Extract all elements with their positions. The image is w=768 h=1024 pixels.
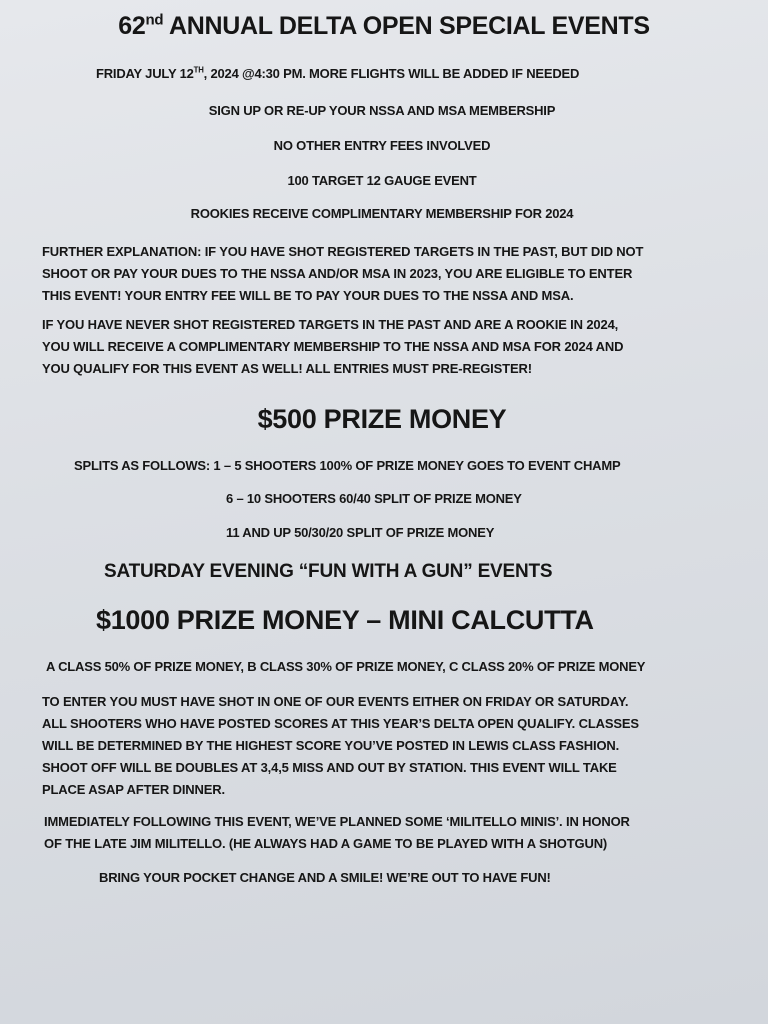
paragraph-line: SHOOT OR PAY YOUR DUES TO THE NSSA AND/OR MSA IN 2023, YOU ARE ELIGIBLE TO ENTER [42, 266, 633, 281]
paragraph-line: PLACE ASAP AFTER DINNER. [42, 782, 225, 797]
splits-line-3: 11 AND UP 50/30/20 SPLIT OF PRIZE MONEY [226, 525, 495, 540]
entry-rules-paragraph [42, 691, 742, 801]
rookie-paragraph [42, 314, 742, 380]
paragraph-line: ALL SHOOTERS WHO HAVE POSTED SCORES AT THIS YEAR’S DELTA OPEN QUALIFY. CLASSES [42, 716, 639, 731]
paragraph-line: YOU WILL RECEIVE A COMPLIMENTARY MEMBERSHIP TO THE NSSA AND MSA FOR 2024 AND [42, 339, 624, 354]
splits-line-1: SPLITS AS FOLLOWS: 1 – 5 SHOOTERS 100% OF PRIZE MONEY GOES TO EVENT CHAMP [74, 458, 621, 473]
paragraph-line: IF YOU HAVE NEVER SHOT REGISTERED TARGETS IN THE PAST AND ARE A ROOKIE IN 2024, [42, 317, 619, 332]
splits-line-2: 6 – 10 SHOOTERS 60/40 SPLIT OF PRIZE MONEY [226, 491, 522, 506]
class-splits-line: A CLASS 50% OF PRIZE MONEY, B CLASS 30% OF PRIZE MONEY, C CLASS 20% OF PRIZE MONEY [46, 659, 646, 674]
entry-fees-line: NO OTHER ENTRY FEES INVOLVED [273, 138, 491, 153]
closing-line: BRING YOUR POCKET CHANGE AND A SMILE! WE’RE OUT TO HAVE FUN! [99, 870, 551, 885]
membership-line: SIGN UP OR RE-UP YOUR NSSA AND MSA MEMBERSHIP [208, 103, 556, 118]
paragraph-line: SHOOT OFF WILL BE DOUBLES AT 3,4,5 MISS AND OUT BY STATION. THIS EVENT WILL TAKE [42, 760, 617, 775]
prize-money-heading-1000: $1000 PRIZE MONEY – MINI CALCUTTA [96, 605, 594, 635]
paragraph-line: YOU QUALIFY FOR THIS EVENT AS WELL! ALL ENTRIES MUST PRE-REGISTER! [42, 361, 532, 376]
rookies-line: ROOKIES RECEIVE COMPLIMENTARY MEMBERSHIP FOR 2024 [190, 206, 574, 221]
event-type-line: 100 TARGET 12 GAUGE EVENT [287, 173, 477, 188]
paragraph-line: WILL BE DETERMINED BY THE HIGHEST SCORE YOU’VE POSTED IN LEWIS CLASS FASHION. [42, 738, 620, 753]
saturday-heading: SATURDAY EVENING “FUN WITH A GUN” EVENTS [104, 561, 553, 582]
paragraph-line: IMMEDIATELY FOLLOWING THIS EVENT, WE’VE PLANNED SOME ‘MILITELLO MINIS’. IN HONOR [44, 814, 630, 829]
paragraph-line: FURTHER EXPLANATION: IF YOU HAVE SHOT REGISTERED TARGETS IN THE PAST, BUT DID NOT [42, 244, 644, 259]
further-explanation-paragraph [42, 241, 742, 307]
paragraph-line: OF THE LATE JIM MILITELLO. (HE ALWAYS HAD A GAME TO BE PLAYED WITH A SHOTGUN) [44, 836, 608, 851]
paragraph-line: THIS EVENT! YOUR ENTRY FEE WILL BE TO PAY YOUR DUES TO THE NSSA AND MSA. [42, 288, 574, 303]
flyer-title: 62nd ANNUAL DELTA OPEN SPECIAL EVENTS [118, 11, 650, 40]
prize-money-heading-500: $500 PRIZE MONEY [257, 404, 507, 434]
paragraph-line: TO ENTER YOU MUST HAVE SHOT IN ONE OF OUR EVENTS EITHER ON FRIDAY OR SATURDAY. [42, 694, 629, 709]
friday-date-line: FRIDAY JULY 12TH, 2024 @4:30 PM. MORE FLIGHTS WILL BE ADDED IF NEEDED [96, 65, 580, 81]
militello-paragraph [44, 811, 744, 855]
